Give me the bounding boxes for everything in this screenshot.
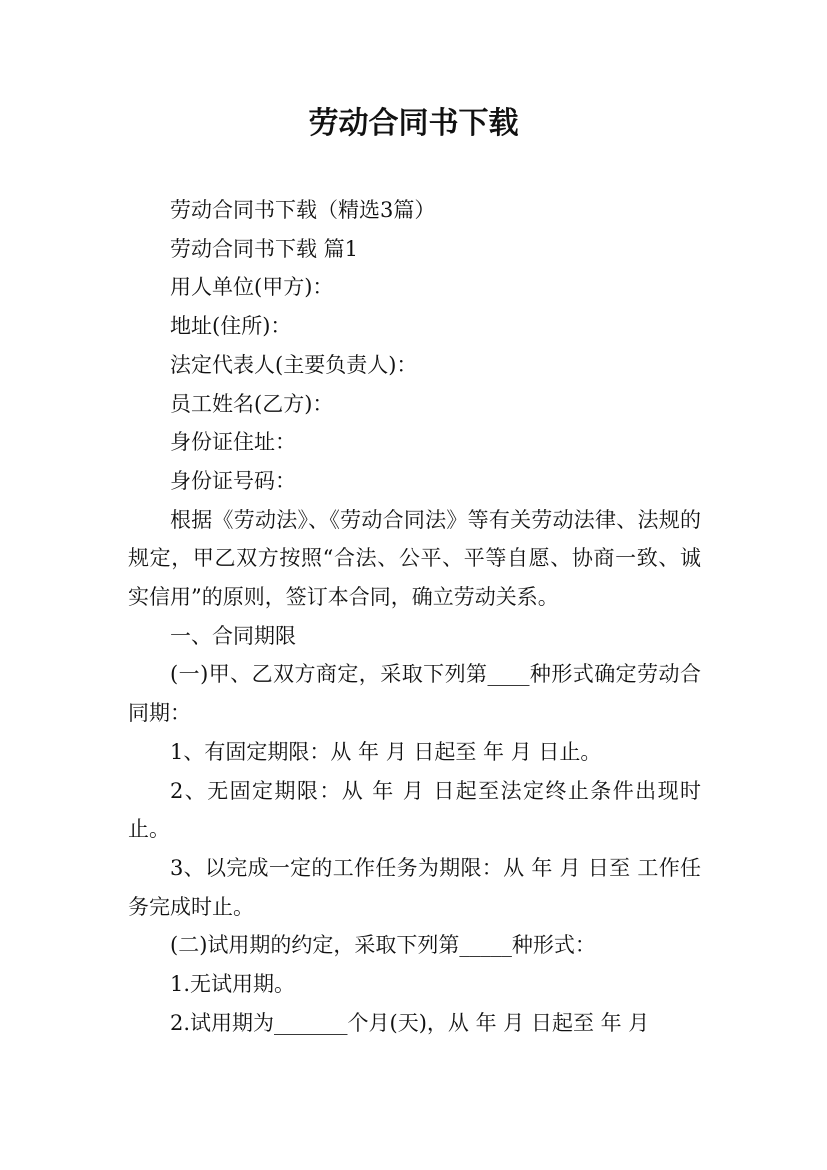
- paragraph-term-form: (一)甲、乙双方商定，采取下列第____种形式确定劳动合同期：: [128, 662, 701, 726]
- paragraph-id-address: 身份证住址：: [170, 430, 296, 455]
- paragraph-preamble: 根据《劳动法》、《劳动合同法》等有关劳动法律、法规的规定，甲乙双方按照“合法、公平、平等自愿、协商一致、诚实信用”的原则，签订本合同，确立劳动关系。: [128, 507, 701, 610]
- paragraph-fixed-term: 1、有固定期限：从 年 月 日起至 年 月 日止。: [170, 739, 602, 764]
- paragraph-probation-period: 2.试用期为_______个月(天)，从 年 月 日起至 年 月: [170, 1010, 650, 1035]
- paragraph-employee-name: 员工姓名(乙方)：: [170, 391, 334, 416]
- paragraph-section-title: 劳动合同书下载 篇1: [170, 236, 359, 261]
- document-body: [128, 191, 701, 1042]
- paragraph-no-probation: 1.无试用期。: [170, 972, 296, 997]
- paragraph-contract-term-heading: 一、合同期限: [170, 623, 296, 648]
- paragraph-employer: 用人单位(甲方)：: [170, 275, 334, 300]
- document-title: 劳动合同书下载: [308, 106, 519, 141]
- paragraph-heading: 劳动合同书下载（精选3篇）: [170, 198, 436, 222]
- paragraph-id-number: 身份证号码：: [170, 468, 296, 493]
- paragraph-legal-representative: 法定代表人(主要负责人)：: [170, 352, 418, 377]
- paragraph-address: 地址(住所)：: [170, 314, 292, 339]
- paragraph-task-term: 3、以完成一定的工作任务为期限：从 年 月 日至 工作任务完成时止。: [128, 855, 701, 919]
- paragraph-open-term: 2、无固定期限：从 年 月 日起至法定终止条件出现时止。: [128, 778, 701, 842]
- paragraph-probation-form: (二)试用期的约定，采取下列第_____种形式：: [170, 933, 596, 958]
